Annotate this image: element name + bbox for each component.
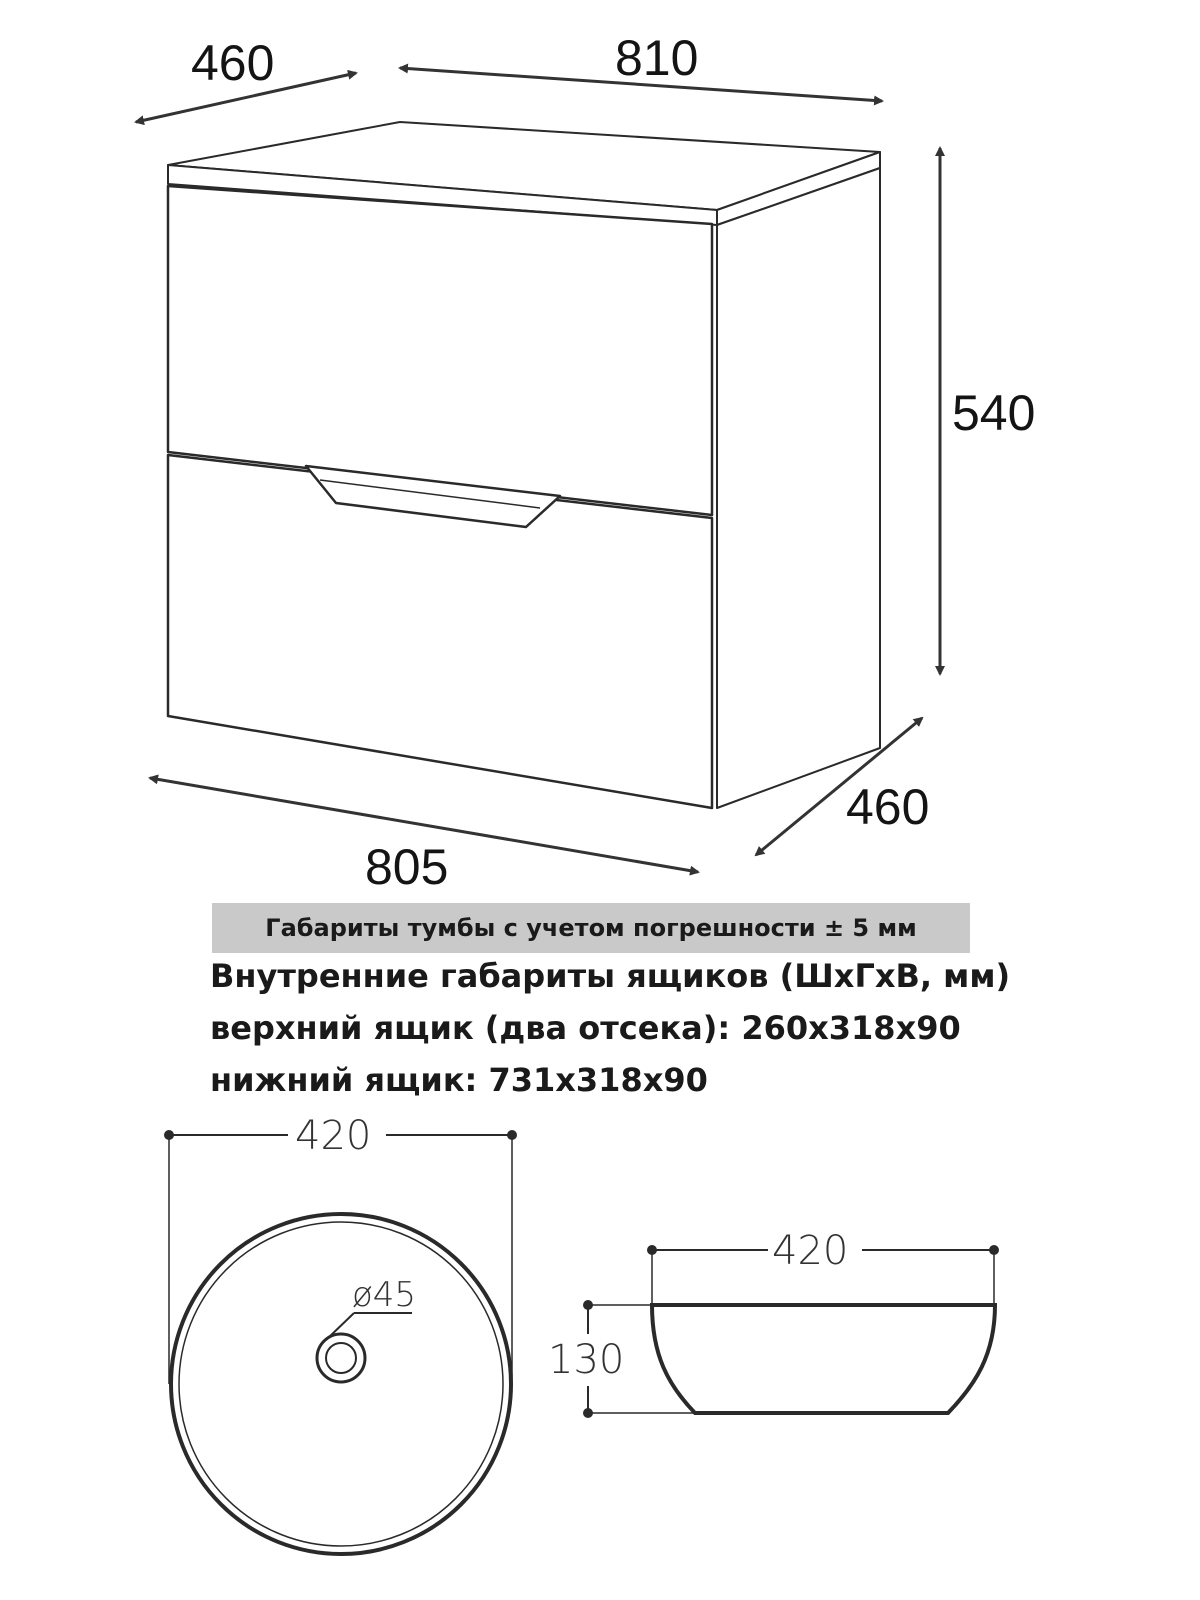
- height-label: 540: [952, 385, 1036, 441]
- cabinet-side-panel: [717, 168, 880, 808]
- basin-top-diameter-label: 420: [295, 1113, 372, 1159]
- depth-top-label: 460: [191, 35, 275, 91]
- basin-outer-rim: [171, 1214, 511, 1554]
- basin-side-width-label: 420: [772, 1228, 849, 1274]
- tolerance-note: [212, 903, 970, 953]
- basin-profile: [652, 1305, 995, 1413]
- drain-diameter-label: ø45: [352, 1275, 417, 1315]
- lower-drawer-spec: нижний ящик: 731х318х90: [210, 1061, 708, 1099]
- cabinet-drawing: [168, 122, 880, 808]
- width-top-label: 810: [615, 30, 699, 86]
- upper-drawer-spec: верхний ящик (два отсека): 260х318х90: [210, 1009, 961, 1047]
- basin-height-label: 130: [548, 1337, 625, 1383]
- basin-inner-rim: [179, 1222, 503, 1546]
- drain-outer: [317, 1334, 365, 1382]
- drain-inner: [326, 1343, 356, 1373]
- width-bottom-label: 805: [365, 839, 449, 895]
- tolerance-note-text: Габариты тумбы с учетом погрешности ± 5 мм: [265, 914, 917, 942]
- depth-bottom-label: 460: [846, 779, 930, 835]
- basin-top-view: [164, 1130, 517, 1554]
- inner-dimensions-title: Внутренние габариты ящиков (ШхГхВ, мм): [210, 957, 1011, 995]
